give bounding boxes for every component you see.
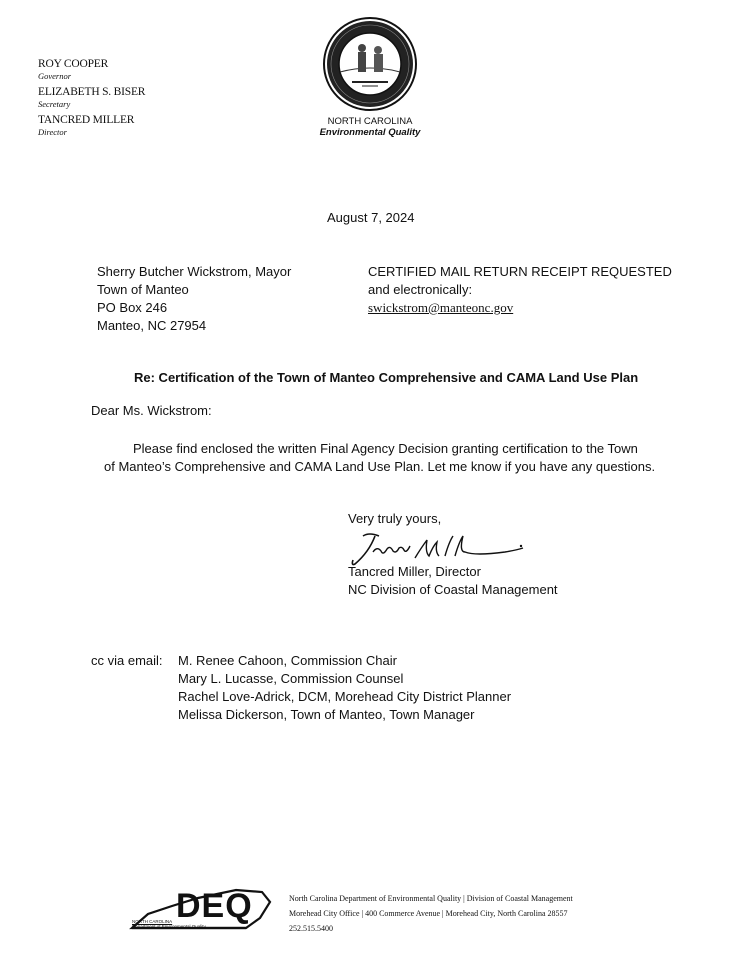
cc-label: cc via email: — [91, 653, 163, 668]
recipient-line: PO Box 246 — [97, 300, 168, 315]
deq-mark: DEQ — [176, 887, 253, 925]
delivery-line2: and electronically: — [368, 282, 473, 297]
official-name: ROY COOPER — [38, 58, 109, 70]
subject-line: Re: Certification of the Town of Manteo Comprehensive and CAMA Land Use Plan — [134, 370, 639, 385]
signer-name: Tancred Miller, Director — [348, 564, 481, 579]
deq-logo-subtitle — [132, 919, 206, 929]
delivery-line1: CERTIFIED MAIL RETURN RECEIPT REQUESTED — [368, 264, 672, 279]
recipient-address — [97, 263, 291, 335]
official-name: ELIZABETH S. BISER — [38, 86, 146, 98]
deq-logo — [128, 884, 274, 936]
officials-block — [38, 58, 145, 137]
signer-block — [348, 563, 558, 599]
footer-phone: 252.515.5400 — [289, 924, 333, 933]
official-secretary — [38, 86, 145, 109]
recipient-line: Sherry Butcher Wickstrom, Mayor — [97, 264, 292, 279]
seal-caption-line1: NORTH CAROLINA — [327, 116, 413, 127]
official-title: Secretary — [38, 99, 71, 109]
closing: Very truly yours, — [348, 511, 442, 526]
recipient-email-link[interactable]: swickstrom@manteonc.gov — [368, 300, 514, 315]
body-line: of Manteo’s Comprehensive and CAMA Land Use Plan. Let me know if you have any questions. — [104, 459, 656, 474]
official-name: TANCRED MILLER — [38, 114, 135, 126]
cc-item: Mary L. Lucasse, Commission Counsel — [178, 671, 404, 686]
official-title: Governor — [38, 71, 72, 81]
footer-line2: Morehead City Office | 400 Commerce Avenue | Morehead City, North Carolina 28557 — [289, 909, 568, 918]
footer-line1: North Carolina Department of Environmental Quality | Division of Coastal Management — [289, 894, 573, 903]
cc-item: Rachel Love-Adrick, DCM, Morehead City District Planner — [178, 689, 512, 704]
cc-list — [178, 652, 511, 724]
footer-contact — [289, 891, 573, 936]
seal-caption — [310, 116, 430, 138]
seal-caption-line2: Environmental Quality — [319, 127, 421, 138]
signer-org: NC Division of Coastal Management — [348, 582, 558, 597]
deq-logo-line2: Department of Environmental Quality — [132, 924, 206, 929]
official-title: Director — [38, 127, 67, 137]
delivery-method — [368, 263, 672, 317]
deq-logo-line1: NORTH CAROLINA — [132, 919, 173, 924]
cc-item: Melissa Dickerson, Town of Manteo, Town Manager — [178, 707, 475, 722]
body-paragraph — [91, 440, 691, 476]
salutation: Dear Ms. Wickstrom: — [91, 403, 212, 418]
recipient-line: Town of Manteo — [97, 282, 189, 297]
body-line: Please find enclosed the written Final Agency Decision granting certification to the Town — [133, 441, 638, 456]
seal-icon — [322, 16, 418, 112]
letter-date: August 7, 2024 — [327, 210, 415, 225]
official-governor — [38, 58, 145, 81]
official-director — [38, 114, 145, 137]
state-seal — [322, 16, 418, 112]
cc-item: M. Renee Cahoon, Commission Chair — [178, 653, 397, 668]
recipient-line: Manteo, NC 27954 — [97, 318, 207, 333]
